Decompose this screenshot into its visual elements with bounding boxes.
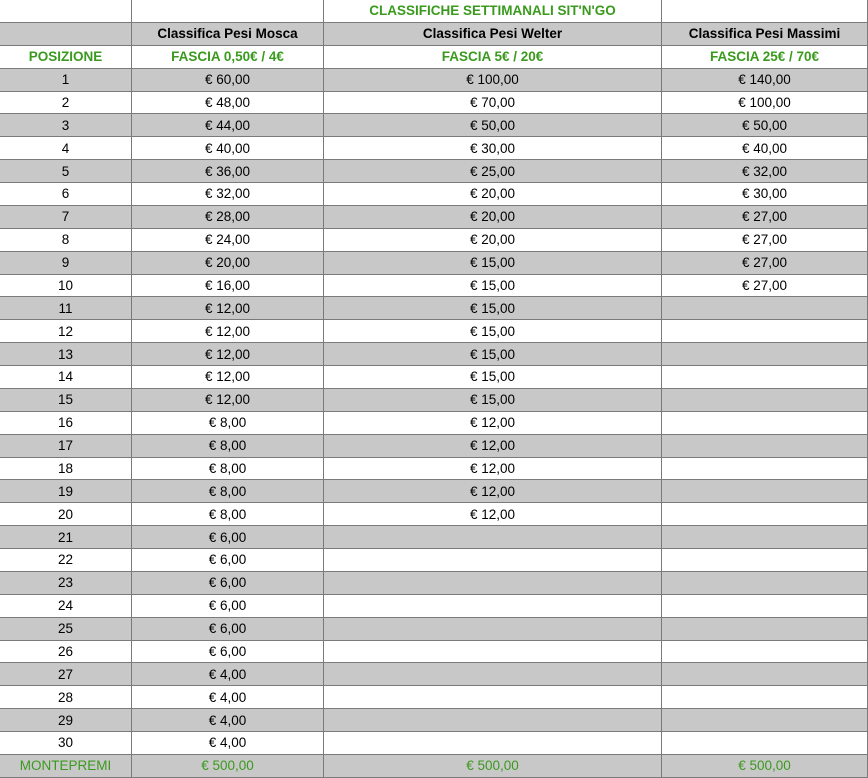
welter-prize-cell xyxy=(324,709,662,732)
mosca-prize-cell: € 6,00 xyxy=(132,618,324,641)
mosca-prize-cell: € 4,00 xyxy=(132,709,324,732)
position-cell: 8 xyxy=(0,229,132,252)
welter-prize-cell: € 50,00 xyxy=(324,114,662,137)
welter-prize-cell xyxy=(324,572,662,595)
position-cell: 6 xyxy=(0,183,132,206)
welter-prize-cell: € 12,00 xyxy=(324,458,662,481)
massimi-prize-cell: € 27,00 xyxy=(662,275,868,298)
mosca-prize-cell: € 4,00 xyxy=(132,686,324,709)
massimi-prize-cell xyxy=(662,297,868,320)
position-cell: 26 xyxy=(0,641,132,664)
position-cell: 7 xyxy=(0,206,132,229)
massimi-prize-cell: € 50,00 xyxy=(662,114,868,137)
welter-prize-cell: € 12,00 xyxy=(324,503,662,526)
welter-prize-cell xyxy=(324,618,662,641)
massimi-prize-cell: € 140,00 xyxy=(662,69,868,92)
position-cell: 18 xyxy=(0,458,132,481)
mosca-prize-cell: € 6,00 xyxy=(132,595,324,618)
mosca-prize-cell: € 12,00 xyxy=(132,297,324,320)
mosca-prize-cell: € 12,00 xyxy=(132,366,324,389)
header-welter: Classifica Pesi Welter xyxy=(324,23,662,46)
welter-prize-cell: € 25,00 xyxy=(324,160,662,183)
welter-prize-cell xyxy=(324,663,662,686)
massimi-prize-cell: € 27,00 xyxy=(662,206,868,229)
welter-prize-cell: € 70,00 xyxy=(324,92,662,115)
table-title: CLASSIFICHE SETTIMANALI SIT'N'GO xyxy=(324,0,662,23)
mosca-prize-cell: € 4,00 xyxy=(132,732,324,755)
mosca-prize-cell: € 8,00 xyxy=(132,435,324,458)
massimi-prize-cell: € 32,00 xyxy=(662,160,868,183)
total-welter: € 500,00 xyxy=(324,755,662,778)
mosca-prize-cell: € 6,00 xyxy=(132,572,324,595)
position-cell: 4 xyxy=(0,137,132,160)
welter-prize-cell xyxy=(324,686,662,709)
mosca-prize-cell: € 6,00 xyxy=(132,526,324,549)
massimi-prize-cell xyxy=(662,686,868,709)
fascia-welter: FASCIA 5€ / 20€ xyxy=(324,46,662,69)
massimi-prize-cell: € 27,00 xyxy=(662,252,868,275)
mosca-prize-cell: € 40,00 xyxy=(132,137,324,160)
position-cell: 10 xyxy=(0,275,132,298)
mosca-prize-cell: € 16,00 xyxy=(132,275,324,298)
position-cell: 29 xyxy=(0,709,132,732)
welter-prize-cell: € 12,00 xyxy=(324,435,662,458)
welter-prize-cell: € 12,00 xyxy=(324,412,662,435)
mosca-prize-cell: € 8,00 xyxy=(132,458,324,481)
massimi-prize-cell: € 27,00 xyxy=(662,229,868,252)
welter-prize-cell: € 20,00 xyxy=(324,183,662,206)
blank-corner-cell xyxy=(0,0,132,23)
massimi-prize-cell xyxy=(662,618,868,641)
massimi-prize-cell xyxy=(662,549,868,572)
position-cell: 27 xyxy=(0,663,132,686)
position-cell: 13 xyxy=(0,343,132,366)
mosca-prize-cell: € 28,00 xyxy=(132,206,324,229)
massimi-prize-cell xyxy=(662,343,868,366)
blank-header-cell xyxy=(0,23,132,46)
massimi-prize-cell xyxy=(662,389,868,412)
massimi-prize-cell xyxy=(662,366,868,389)
welter-prize-cell xyxy=(324,595,662,618)
blank-title-cell xyxy=(132,0,324,23)
mosca-prize-cell: € 6,00 xyxy=(132,549,324,572)
welter-prize-cell xyxy=(324,732,662,755)
mosca-prize-cell: € 12,00 xyxy=(132,389,324,412)
position-cell: 20 xyxy=(0,503,132,526)
welter-prize-cell: € 12,00 xyxy=(324,480,662,503)
welter-prize-cell xyxy=(324,549,662,572)
position-cell: 2 xyxy=(0,92,132,115)
massimi-prize-cell xyxy=(662,572,868,595)
mosca-prize-cell: € 44,00 xyxy=(132,114,324,137)
position-cell: 19 xyxy=(0,480,132,503)
position-cell: 23 xyxy=(0,572,132,595)
massimi-prize-cell xyxy=(662,526,868,549)
welter-prize-cell: € 15,00 xyxy=(324,343,662,366)
massimi-prize-cell xyxy=(662,503,868,526)
massimi-prize-cell xyxy=(662,663,868,686)
mosca-prize-cell: € 6,00 xyxy=(132,641,324,664)
massimi-prize-cell: € 100,00 xyxy=(662,92,868,115)
blank-title-cell xyxy=(662,0,868,23)
position-cell: 15 xyxy=(0,389,132,412)
massimi-prize-cell: € 30,00 xyxy=(662,183,868,206)
mosca-prize-cell: € 60,00 xyxy=(132,69,324,92)
mosca-prize-cell: € 48,00 xyxy=(132,92,324,115)
position-cell: 9 xyxy=(0,252,132,275)
mosca-prize-cell: € 8,00 xyxy=(132,412,324,435)
massimi-prize-cell xyxy=(662,709,868,732)
massimi-prize-cell xyxy=(662,412,868,435)
mosca-prize-cell: € 32,00 xyxy=(132,183,324,206)
position-cell: 3 xyxy=(0,114,132,137)
massimi-prize-cell xyxy=(662,320,868,343)
position-cell: 22 xyxy=(0,549,132,572)
position-cell: 17 xyxy=(0,435,132,458)
header-mosca: Classifica Pesi Mosca xyxy=(132,23,324,46)
position-cell: 14 xyxy=(0,366,132,389)
massimi-prize-cell xyxy=(662,641,868,664)
position-cell: 12 xyxy=(0,320,132,343)
mosca-prize-cell: € 12,00 xyxy=(132,320,324,343)
welter-prize-cell: € 20,00 xyxy=(324,229,662,252)
mosca-prize-cell: € 8,00 xyxy=(132,480,324,503)
position-cell: 28 xyxy=(0,686,132,709)
mosca-prize-cell: € 8,00 xyxy=(132,503,324,526)
massimi-prize-cell: € 40,00 xyxy=(662,137,868,160)
header-massimi: Classifica Pesi Massimi xyxy=(662,23,868,46)
welter-prize-cell: € 100,00 xyxy=(324,69,662,92)
welter-prize-cell: € 20,00 xyxy=(324,206,662,229)
welter-prize-cell: € 30,00 xyxy=(324,137,662,160)
mosca-prize-cell: € 12,00 xyxy=(132,343,324,366)
position-cell: 16 xyxy=(0,412,132,435)
mosca-prize-cell: € 4,00 xyxy=(132,663,324,686)
mosca-prize-cell: € 24,00 xyxy=(132,229,324,252)
position-cell: 1 xyxy=(0,69,132,92)
position-cell: 5 xyxy=(0,160,132,183)
total-massimi: € 500,00 xyxy=(662,755,868,778)
position-cell: 24 xyxy=(0,595,132,618)
welter-prize-cell: € 15,00 xyxy=(324,297,662,320)
position-cell: 30 xyxy=(0,732,132,755)
position-cell: 11 xyxy=(0,297,132,320)
welter-prize-cell xyxy=(324,526,662,549)
massimi-prize-cell xyxy=(662,480,868,503)
welter-prize-cell: € 15,00 xyxy=(324,389,662,412)
fascia-mosca: FASCIA 0,50€ / 4€ xyxy=(132,46,324,69)
fascia-massimi: FASCIA 25€ / 70€ xyxy=(662,46,868,69)
massimi-prize-cell xyxy=(662,435,868,458)
massimi-prize-cell xyxy=(662,458,868,481)
welter-prize-cell: € 15,00 xyxy=(324,252,662,275)
mosca-prize-cell: € 36,00 xyxy=(132,160,324,183)
massimi-prize-cell xyxy=(662,595,868,618)
welter-prize-cell xyxy=(324,641,662,664)
massimi-prize-cell xyxy=(662,732,868,755)
total-label: MONTEPREMI xyxy=(0,755,132,778)
position-header: POSIZIONE xyxy=(0,46,132,69)
position-cell: 21 xyxy=(0,526,132,549)
total-mosca: € 500,00 xyxy=(132,755,324,778)
welter-prize-cell: € 15,00 xyxy=(324,366,662,389)
position-cell: 25 xyxy=(0,618,132,641)
welter-prize-cell: € 15,00 xyxy=(324,320,662,343)
mosca-prize-cell: € 20,00 xyxy=(132,252,324,275)
welter-prize-cell: € 15,00 xyxy=(324,275,662,298)
